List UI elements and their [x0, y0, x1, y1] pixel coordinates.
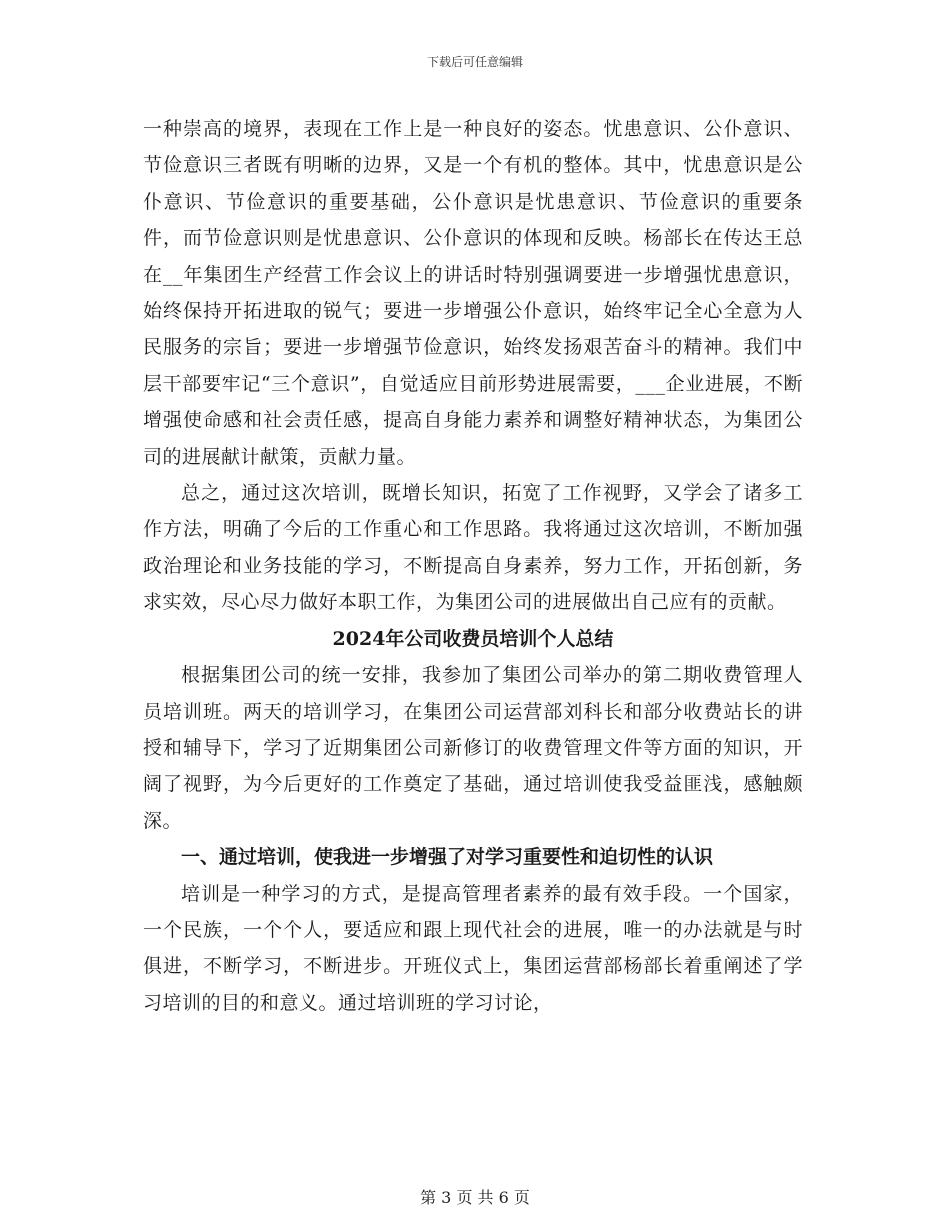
page-number: 第 3 页 共 6 页 — [420, 1188, 530, 1207]
paragraph-conclusion: 总之，通过这次培训，既增长知识，拓宽了工作视野，又学会了诸多工作方法，明确了今后的工作重心和工作思路。我将通过这次培训，不断加强政治理论和业务技能的学习，不断提高自身素养，努力工作，开拓创新，务求实效，尽心尽力做好本职工作，为集团公司的进展做出自己应有的贡献。 — [143, 482, 803, 614]
paragraph-section-1: 培训是一种学习的方式，是提高管理者素养的最有效手段。一个国家，一个民族，一个个人，要适应和跟上现代社会的进展，唯一的办法就是与时俱进，不断学习，不断进步。开班仪式上，集团运营部杨部长着重阐述了学习培训的目的和意义。通过培训班的学习讨论， — [143, 882, 803, 1014]
document-body — [143, 111, 803, 1021]
section-heading-1: 一、通过培训，使我进一步增强了对学习重要性和迫切性的认识 — [181, 846, 714, 869]
document-title: 2024年公司收费员培训个人总结 — [332, 627, 614, 650]
page-header: 下载后可任意编辑 — [426, 55, 523, 69]
paragraph-continued: 一种崇高的境界，表现在工作上是一种良好的姿态。忧患意识、公仆意识、节俭意识三者既有明晰的边界，又是一个有机的整体。其中，忧患意识是公仆意识、节俭意识的重要基础，公仆意识是忧患意识、节俭意识的重要条件，而节俭意识则是忧患意识、公仆意识的体现和反映。杨部长在传达王总在__年集团生产经营工作会议上的讲话时特别强调要进一步增强忧患意识，始终保持开拓进取的锐气；要进一步增强公仆意识，始终牢记全心全意为人民服务的宗旨；要进一步增强节俭意识，始终发扬艰苦奋斗的精神。我们中层干部要牢记“三个意识”，自觉适应目前形势进展需要，___企业进展，不断增强使命感和社会责任感，提高自身能力素养和调整好精神状态，为集团公司的进展献计献策，贡献力量。 — [143, 118, 803, 468]
paragraph-intro: 根据集团公司的统一安排，我参加了集团公司举办的第二期收费管理人员培训班。两天的培训学习，在集团公司运营部刘科长和部分收费站长的讲授和辅导下，学习了近期集团公司新修订的收费管理文件等方面的知识，开阔了视野，为今后更好的工作奠定了基础，通过培训使我受益匪浅，感触颇深。 — [143, 664, 803, 832]
